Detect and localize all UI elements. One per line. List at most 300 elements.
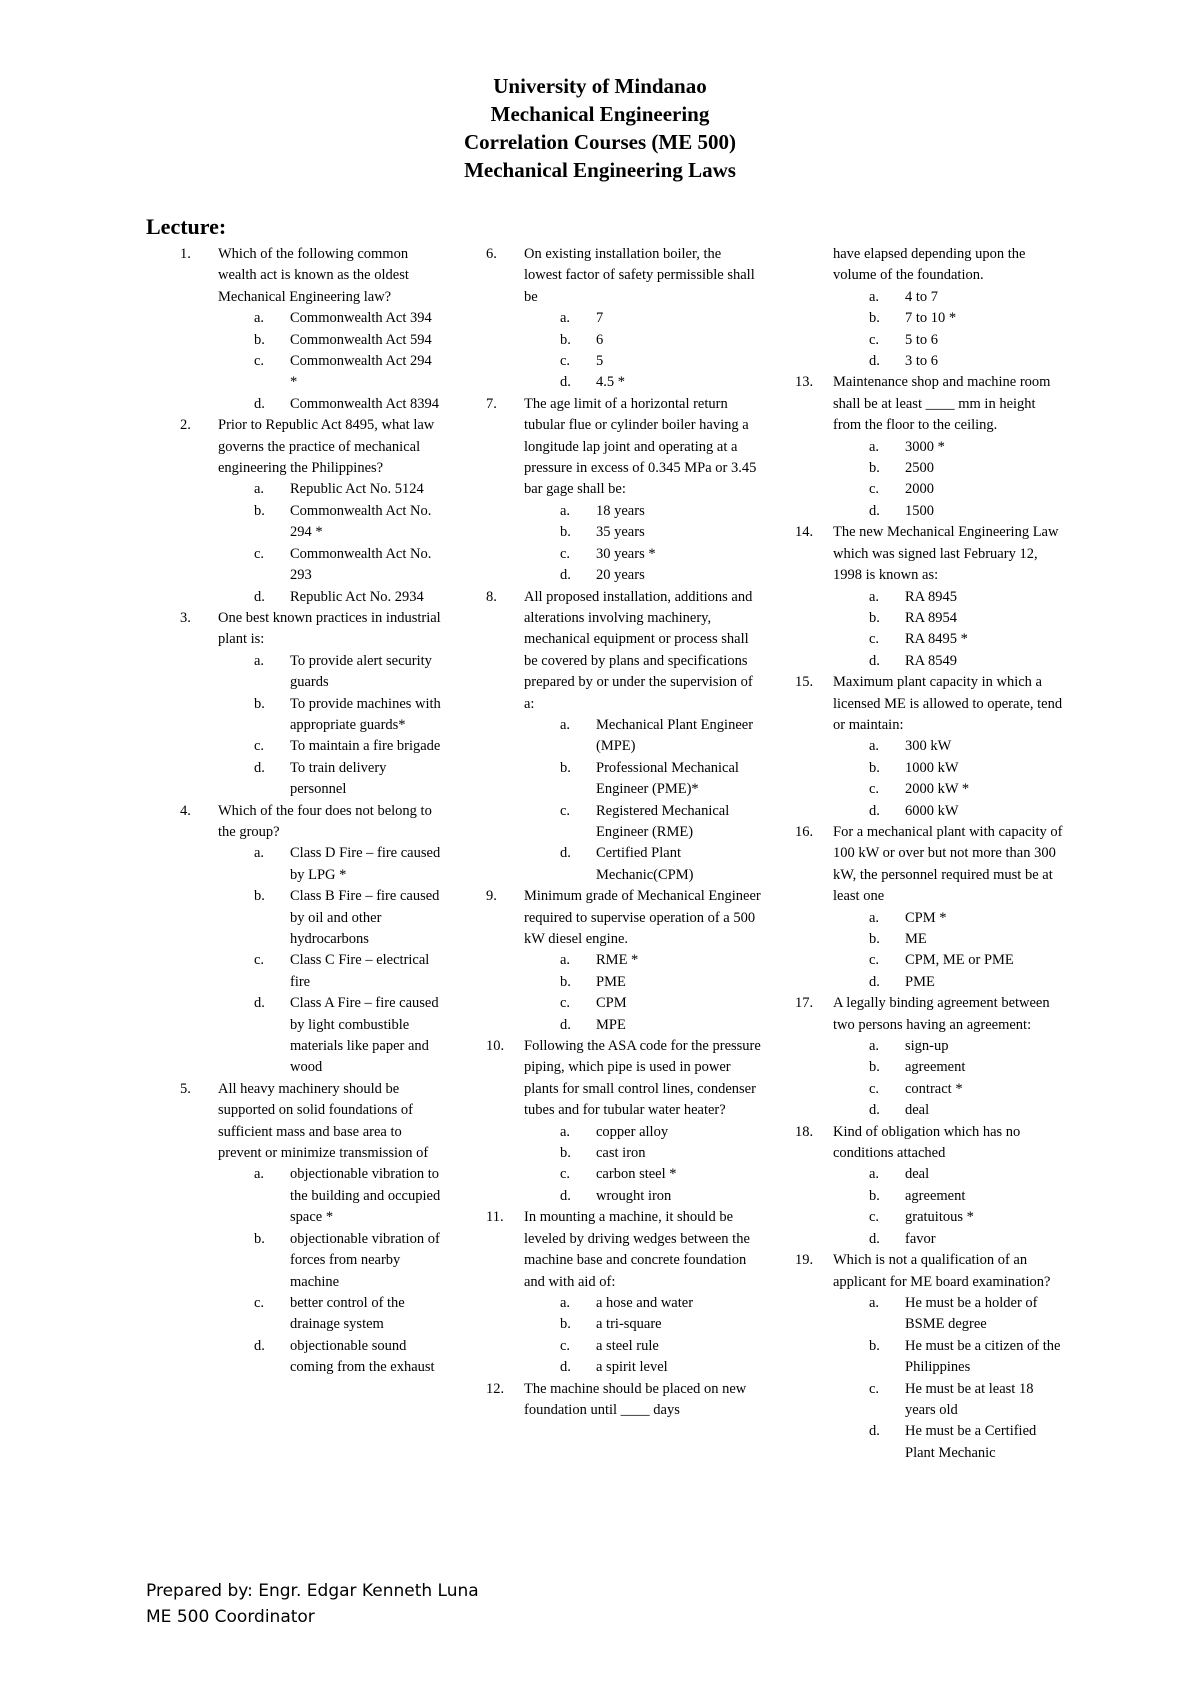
question-number: 14. — [795, 524, 814, 541]
option-letter: d. — [869, 1423, 880, 1440]
question-text: In mounting a machine, it should be leveled by driving wedges between the machine base and concrete foundation and with aid of: — [524, 1209, 750, 1290]
option-letter: d. — [254, 759, 265, 776]
option-letter: c. — [560, 802, 571, 819]
topic-title: Mechanical Engineering Laws — [464, 158, 736, 182]
option-letter: a. — [869, 1038, 880, 1055]
question-text: Which of the following common wealth act is known as the oldest Mechanical Engineering law? — [218, 246, 409, 305]
question-text: Which of the four does not belong to the group? — [218, 802, 432, 840]
answer-option — [795, 587, 1065, 608]
option-list — [795, 736, 1065, 822]
question-number: 4. — [180, 802, 191, 819]
option-text: 7 to 10 * — [905, 310, 957, 327]
answer-option — [486, 1164, 762, 1185]
question-item — [486, 886, 762, 950]
question-number: 1. — [180, 246, 191, 262]
answer-option — [795, 351, 1065, 372]
answer-option — [795, 972, 1065, 993]
question-item — [486, 1207, 762, 1293]
answer-option — [486, 522, 762, 543]
answer-option — [180, 1293, 442, 1336]
footer — [146, 1578, 479, 1630]
question-item — [795, 822, 1065, 908]
option-list — [486, 1122, 762, 1208]
answer-option — [486, 950, 762, 971]
option-text: To provide alert security guards — [290, 652, 432, 691]
option-letter: b. — [560, 331, 571, 348]
question-number: 15. — [795, 674, 814, 691]
option-letter: d. — [254, 588, 265, 605]
option-letter: a. — [254, 652, 265, 669]
answer-option — [180, 544, 442, 587]
option-letter: c. — [254, 353, 265, 370]
answer-option — [795, 651, 1065, 672]
option-letter: c. — [869, 481, 880, 498]
option-text: 6000 kW — [905, 802, 959, 819]
option-text: better control of the drainage system — [290, 1294, 405, 1333]
column-3 — [795, 244, 1065, 1464]
option-text: gratuitous * — [905, 1209, 974, 1226]
option-letter: b. — [869, 1059, 880, 1076]
answer-option — [180, 1336, 442, 1379]
answer-option — [486, 801, 762, 844]
answer-option — [795, 437, 1065, 458]
option-text: CPM, ME or PME — [905, 952, 1014, 969]
question-number: 3. — [180, 609, 191, 626]
option-letter: c. — [869, 952, 880, 969]
option-letter: a. — [560, 716, 571, 733]
option-text: Commonwealth Act 294 * — [290, 353, 432, 391]
question-number: 6. — [486, 246, 497, 262]
option-text: MPE — [596, 1016, 626, 1033]
answer-option — [180, 843, 442, 886]
answer-option — [486, 1314, 762, 1335]
option-text: cast iron — [596, 1145, 646, 1162]
option-letter: b. — [869, 609, 880, 626]
answer-option — [795, 1079, 1065, 1100]
section-title: Lecture: — [146, 214, 227, 239]
option-text: Commonwealth Act No. 293 — [290, 545, 432, 584]
option-letter: d. — [869, 353, 880, 370]
question-text: Prior to Republic Act 8495, what law governs the practice of mechanical engineering the Philippines? — [218, 417, 435, 477]
option-letter: c. — [560, 353, 571, 370]
option-letter: b. — [560, 1145, 571, 1162]
answer-option — [486, 330, 762, 351]
answer-option — [795, 1229, 1065, 1250]
option-letter: a. — [869, 738, 880, 755]
option-text: 6 — [596, 331, 604, 348]
answer-option — [795, 758, 1065, 779]
option-letter: b. — [869, 1187, 880, 1204]
option-list — [486, 308, 762, 394]
option-letter: c. — [560, 1166, 571, 1183]
option-letter: b. — [254, 695, 265, 712]
option-text: 35 years — [596, 524, 645, 541]
option-list — [486, 501, 762, 587]
question-item — [795, 372, 1065, 436]
question-text: The age limit of a horizontal return tubular flue or cylinder boiler having a longitude lap joint and operating at a pressure in excess of 0.345 MPa or 3.45 bar gage shall be: — [524, 395, 757, 498]
option-text: Commonwealth Act No. 294 * — [290, 502, 432, 541]
question-text: Which is not a qualification of an applicant for ME board examination? — [833, 1252, 1051, 1290]
option-list — [486, 950, 762, 1036]
option-text: Registered Mechanical Engineer (RME) — [596, 802, 730, 840]
option-letter: a. — [869, 438, 880, 455]
option-letter: d. — [560, 374, 571, 391]
option-letter: d. — [869, 652, 880, 669]
option-text: He must be a holder of BSME degree — [905, 1294, 1038, 1333]
answer-option — [486, 1015, 762, 1036]
question-text: Maintenance shop and machine room shall be at least ____ mm in height from the floor to the ceiling. — [833, 374, 1051, 434]
question-item — [795, 1122, 1065, 1165]
question-text: A legally binding agreement between two persons having an agreement: — [833, 995, 1050, 1033]
option-letter: d. — [869, 1230, 880, 1247]
answer-option — [795, 308, 1065, 329]
answer-option — [795, 287, 1065, 308]
answer-option — [795, 1336, 1065, 1379]
answer-option — [795, 736, 1065, 757]
question-number: 10. — [486, 1038, 505, 1055]
answer-option — [486, 501, 762, 522]
option-letter: b. — [560, 973, 571, 990]
question-item — [180, 1079, 442, 1165]
answer-option — [795, 1164, 1065, 1185]
option-letter: a. — [869, 909, 880, 926]
answer-option — [180, 308, 442, 329]
option-letter: d. — [254, 995, 265, 1012]
option-letter: a. — [869, 288, 880, 305]
option-list — [795, 587, 1065, 673]
question-continuation: have elapsed depending upon the volume of the foundation. — [833, 246, 1026, 284]
option-letter: c. — [560, 995, 571, 1012]
option-text: a steel rule — [596, 1337, 659, 1354]
column-1 — [180, 244, 442, 1379]
answer-option — [180, 1229, 442, 1293]
option-text: Class C Fire – electrical fire — [290, 952, 430, 990]
option-list — [180, 479, 442, 607]
option-text: objectionable vibration of forces from nearby machine — [290, 1230, 440, 1290]
question-text: Maximum plant capacity in which a licensed ME is allowed to operate, tend or maintain: — [833, 674, 1063, 733]
question-item — [795, 1250, 1065, 1293]
question-item — [795, 672, 1065, 736]
option-letter: d. — [560, 1016, 571, 1033]
question-text: For a mechanical plant with capacity of 100 kW or over but not more than 300 kW, the personnel required must be at least one — [833, 823, 1063, 905]
option-letter: c. — [254, 952, 265, 969]
answer-option — [795, 929, 1065, 950]
option-letter: d. — [560, 1359, 571, 1376]
answer-option — [486, 758, 762, 801]
answer-option — [795, 501, 1065, 522]
answer-option — [795, 1379, 1065, 1422]
option-text: 2000 — [905, 481, 934, 498]
answer-option — [795, 1421, 1065, 1464]
answer-option — [486, 372, 762, 393]
option-text: 20 years — [596, 567, 645, 584]
answer-option — [180, 736, 442, 757]
department-name: Mechanical Engineering — [490, 102, 710, 126]
option-letter: a. — [560, 310, 571, 327]
university-name: University of Mindanao — [493, 74, 707, 98]
option-list — [795, 437, 1065, 523]
question-number: 11. — [486, 1209, 504, 1226]
option-list — [180, 651, 442, 801]
option-text: 300 kW — [905, 738, 952, 755]
option-letter: d. — [869, 973, 880, 990]
question-item — [180, 244, 442, 308]
question-number: 17. — [795, 995, 814, 1012]
answer-option — [795, 1186, 1065, 1207]
option-text: objectionable sound coming from the exhaust — [290, 1337, 435, 1376]
option-letter: a. — [254, 845, 265, 862]
option-letter: a. — [560, 952, 571, 969]
question-text: All proposed installation, additions and alterations involving machinery, mechanical equipment or process shall be covered by plans and specifications prepared by or under the supervision of a: — [524, 588, 753, 712]
option-text: 5 to 6 — [905, 331, 939, 348]
answer-option — [180, 758, 442, 801]
option-text: 18 years — [596, 502, 645, 519]
answer-option — [795, 908, 1065, 929]
column-2 — [486, 244, 762, 1421]
option-letter: a. — [560, 1123, 571, 1140]
option-letter: b. — [254, 888, 265, 905]
answer-option — [180, 993, 442, 1079]
question-text: Following the ASA code for the pressure piping, which pipe is used in power plants for small control lines, condenser tubes and for tubular water heater? — [524, 1038, 761, 1119]
option-text: 30 years * — [596, 545, 656, 562]
option-text: 7 — [596, 310, 604, 327]
option-text: RME * — [596, 952, 639, 969]
question-text: Minimum grade of Mechanical Engineer required to supervise operation of a 500 kW diesel engine. — [524, 888, 761, 947]
option-text: RA 8495 * — [905, 631, 968, 648]
option-list — [795, 1293, 1065, 1464]
option-text: Professional Mechanical Engineer (PME)* — [596, 759, 739, 798]
option-text: a hose and water — [596, 1294, 694, 1311]
option-letter: c. — [869, 1380, 880, 1397]
option-letter: b. — [560, 1316, 571, 1333]
option-letter: b. — [869, 759, 880, 776]
option-text: objectionable vibration to the building and occupied space * — [290, 1166, 441, 1226]
answer-option — [795, 479, 1065, 500]
option-text: 5 — [596, 353, 604, 370]
answer-option — [486, 351, 762, 372]
question-number: 13. — [795, 374, 814, 391]
answer-option — [180, 587, 442, 608]
option-text: 4.5 * — [596, 374, 625, 391]
question-number: 18. — [795, 1123, 814, 1140]
answer-option — [486, 1357, 762, 1378]
question-item — [180, 608, 442, 651]
option-letter: a. — [254, 310, 265, 327]
answer-option — [795, 779, 1065, 800]
answer-option — [486, 308, 762, 329]
answer-option — [486, 1143, 762, 1164]
option-text: carbon steel * — [596, 1166, 677, 1183]
option-text: agreement — [905, 1187, 966, 1204]
document-header — [0, 72, 1200, 184]
answer-option — [795, 330, 1065, 351]
question-number: 12. — [486, 1380, 505, 1397]
answer-option — [795, 1293, 1065, 1336]
answer-option — [795, 608, 1065, 629]
answer-option — [180, 394, 442, 415]
answer-option — [180, 886, 442, 950]
option-text: CPM * — [905, 909, 947, 926]
question-text: All heavy machinery should be supported on solid foundations of sufficient mass and base area to prevent or minimize transmission of — [218, 1080, 429, 1162]
option-letter: c. — [254, 1294, 265, 1311]
answer-option — [180, 1164, 442, 1228]
option-text: sign-up — [905, 1038, 949, 1055]
option-text: To provide machines with appropriate guards* — [290, 695, 441, 733]
option-letter: c. — [869, 1080, 880, 1097]
question-text: Kind of obligation which has no conditions attached — [833, 1123, 1021, 1162]
question-number: 9. — [486, 888, 497, 905]
question-text: One best known practices in industrial plant is: — [218, 609, 441, 648]
option-list — [180, 1164, 442, 1378]
option-list — [180, 843, 442, 1078]
answer-option — [180, 479, 442, 500]
option-text: Republic Act No. 5124 — [290, 481, 424, 498]
option-letter: d. — [560, 567, 571, 584]
answer-option — [486, 565, 762, 586]
course-title: Correlation Courses (ME 500) — [464, 130, 736, 154]
option-letter: d. — [869, 502, 880, 519]
option-text: favor — [905, 1230, 936, 1247]
coordinator-role: ME 500 Coordinator — [146, 1607, 315, 1627]
option-letter: a. — [254, 481, 265, 498]
option-text: 2000 kW * — [905, 781, 970, 798]
option-list — [795, 1036, 1065, 1122]
option-text: RA 8954 — [905, 609, 957, 626]
option-text: 1000 kW — [905, 759, 959, 776]
option-text: 3000 * — [905, 438, 945, 455]
option-text: He must be a citizen of the Philippines — [905, 1337, 1061, 1376]
question-text: On existing installation boiler, the lowest factor of safety permissible shall be — [524, 246, 755, 305]
option-letter: a. — [560, 1294, 571, 1311]
question-number: 8. — [486, 588, 497, 605]
answer-option — [486, 993, 762, 1014]
option-list — [486, 1293, 762, 1379]
option-letter: d. — [869, 1102, 880, 1119]
question-number: 7. — [486, 395, 497, 412]
option-text: He must be at least 18 years old — [905, 1380, 1034, 1418]
option-list — [180, 308, 442, 415]
answer-option — [180, 501, 442, 544]
option-text: PME — [596, 973, 626, 990]
option-letter: a. — [869, 1166, 880, 1183]
option-text: 1500 — [905, 502, 934, 519]
option-letter: b. — [869, 1337, 880, 1354]
question-text: The new Mechanical Engineering Law which was signed last February 12, 1998 is known as: — [833, 524, 1059, 584]
answer-option — [795, 629, 1065, 650]
question-text: The machine should be placed on new foundation until ____ days — [524, 1380, 747, 1418]
question-item — [795, 522, 1065, 586]
question-number: 2. — [180, 417, 191, 434]
option-letter: b. — [869, 931, 880, 947]
answer-option — [795, 1100, 1065, 1121]
option-text: Certified Plant Mechanic(CPM) — [596, 845, 694, 883]
option-text: Class B Fire – fire caused by oil and other hydrocarbons — [290, 888, 440, 947]
option-text: ME — [905, 931, 927, 947]
answer-option — [795, 458, 1065, 479]
option-text: deal — [905, 1102, 930, 1119]
option-list — [795, 908, 1065, 994]
option-letter: a. — [869, 588, 880, 605]
option-letter: c. — [560, 1337, 571, 1354]
option-text: Class A Fire – fire caused by light combustible materials like paper and wood — [290, 995, 439, 1076]
answer-option — [180, 950, 442, 993]
answer-option — [795, 1057, 1065, 1078]
answer-option — [795, 801, 1065, 822]
option-text: 2500 — [905, 460, 934, 477]
option-letter: c. — [869, 781, 880, 798]
answer-option — [180, 651, 442, 694]
answer-option — [180, 351, 442, 394]
option-text: a spirit level — [596, 1359, 668, 1376]
option-text: RA 8549 — [905, 652, 957, 669]
option-text: 4 to 7 — [905, 288, 939, 305]
answer-option — [486, 1336, 762, 1357]
answer-option — [180, 694, 442, 737]
option-text: To train delivery personnel — [290, 759, 387, 798]
option-letter: c. — [254, 545, 265, 562]
option-letter: c. — [560, 545, 571, 562]
option-text: Mechanical Plant Engineer (MPE) — [596, 716, 754, 755]
option-text: PME — [905, 973, 935, 990]
option-letter: b. — [254, 502, 265, 519]
answer-option — [486, 544, 762, 565]
option-letter: a. — [560, 502, 571, 519]
question-item — [486, 1379, 762, 1422]
option-letter: d. — [560, 1187, 571, 1204]
option-list — [795, 1164, 1065, 1250]
option-letter: d. — [254, 1337, 265, 1354]
option-letter: b. — [560, 759, 571, 776]
answer-option — [486, 1293, 762, 1314]
answer-option — [486, 715, 762, 758]
option-text: Class D Fire – fire caused by LPG * — [290, 845, 441, 883]
option-text: Republic Act No. 2934 — [290, 588, 424, 605]
option-letter: a. — [254, 1166, 265, 1183]
option-text: Commonwealth Act 394 — [290, 310, 432, 327]
question-item — [486, 244, 762, 308]
question-item — [795, 993, 1065, 1036]
answer-option — [180, 330, 442, 351]
option-list — [486, 715, 762, 886]
answer-option — [795, 1207, 1065, 1228]
option-letter: b. — [869, 310, 880, 327]
answer-option — [486, 1186, 762, 1207]
option-text: contract * — [905, 1080, 963, 1097]
option-text: CPM — [596, 995, 627, 1012]
option-list — [795, 287, 1065, 373]
option-letter: b. — [869, 460, 880, 477]
option-text: a tri-square — [596, 1316, 662, 1333]
question-item — [486, 394, 762, 501]
option-letter: b. — [254, 331, 265, 348]
question-item — [486, 587, 762, 715]
prepared-by: Prepared by: Engr. Edgar Kenneth Luna — [146, 1581, 479, 1601]
option-letter: c. — [254, 738, 265, 755]
option-letter: b. — [254, 1230, 265, 1247]
answer-option — [486, 972, 762, 993]
option-letter: c. — [869, 331, 880, 348]
option-text: To maintain a fire brigade — [290, 738, 441, 755]
answer-option — [486, 1122, 762, 1143]
question-item — [180, 801, 442, 844]
option-text: 3 to 6 — [905, 353, 939, 370]
question-number: 19. — [795, 1252, 814, 1269]
option-letter: c. — [869, 1209, 880, 1226]
question-item — [180, 415, 442, 479]
option-text: Commonwealth Act 8394 — [290, 395, 440, 412]
option-letter: d. — [869, 802, 880, 819]
option-text: RA 8945 — [905, 588, 957, 605]
